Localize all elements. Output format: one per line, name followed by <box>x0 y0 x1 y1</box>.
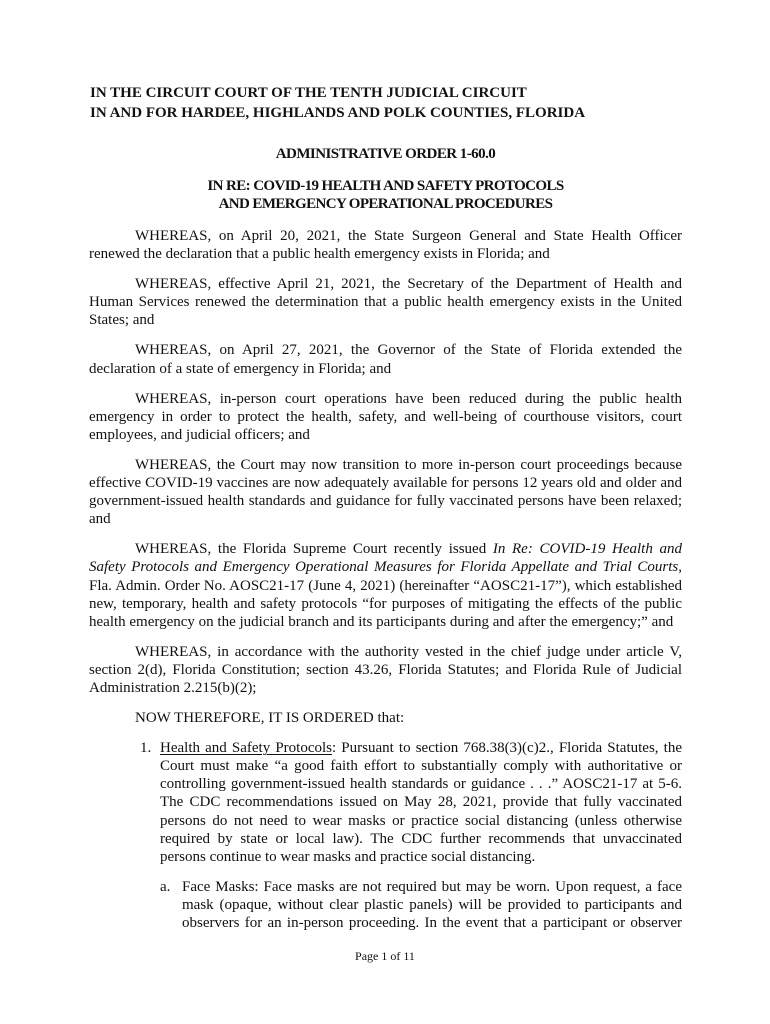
order-title-line: IN RE: COVID-19 HEALTH AND SAFETY PROTOCOLS <box>207 178 564 194</box>
ordering-clause: NOW THEREFORE, IT IS ORDERED that: <box>135 710 405 727</box>
whereas-clause: WHEREAS, on April 27, 2021, the Governor of the State of Florida extended the declaration of a state of emergency in Florida; and <box>89 342 682 377</box>
order-item-text: : Pursuant to section 768.38(3)(c)2., Florida Statutes, the Court must make “a good faith effort to substantially comply with authoritative or controlling government-issued health standards or guidance . . .” AOSC21-17 at 5-6. The CDC recommendations issued on May 28, 2021, provide that fully vaccinated persons do not need to wear masks or practice social distancing (unless otherwise required by state or local law). The CDC further recommends that unvaccinated persons continue to wear masks and practice social distancing. <box>160 740 682 865</box>
order-title <box>89 177 682 213</box>
order-item-number: 1. <box>140 740 152 757</box>
order-number: ADMINISTRATIVE ORDER 1-60.0 <box>275 146 496 162</box>
order-item <box>89 739 682 866</box>
order-subitem-text: Face Masks: Face masks are not required but may be worn. Upon request, a face mask (opaque, without clear plastic panels) will be provided to participants and observers for an in-person proceeding. In the event that a participant or observer <box>182 878 682 931</box>
case-citation-title: In Re: COVID-19 Health and Safety Protocols and Emergency Operational Measures for Florida Appellate and Trial Courts <box>89 541 682 576</box>
whereas-clause: WHEREAS, in accordance with the authority vested in the chief judge under article V, section 2(d), Florida Constitution; section 43.26, Florida Statutes; and Florida Rule of Judicial Administration 2.215(b)(2); <box>89 643 682 696</box>
whereas-clause: WHEREAS, in-person court operations have been reduced during the public health emergency in order to protect the health, safety, and well-being of courthouse visitors, court employees, and judicial officers; and <box>89 390 682 443</box>
court-caption-line: IN AND FOR HARDEE, HIGHLANDS AND POLK COUNTIES, FLORIDA <box>90 105 586 121</box>
whereas-clause: WHEREAS, the Court may now transition to more in-person court proceedings because effective COVID-19 vaccines are now adequately available for persons 12 years old and older and government-issued health standards and guidance for fully vaccinated persons have been relaxed; and <box>89 456 682 528</box>
whereas-clause <box>89 540 682 630</box>
page-number: Page 1 of 11 <box>355 949 415 963</box>
order-subitem-letter: a. <box>160 878 171 895</box>
whereas-clause-rest: , Fla. Admin. Order No. AOSC21-17 (June 4, 2021) (hereinafter “AOSC21-17”), which established new, temporary, health and safety protocols “for purposes of mitigating the effects of the public health emergency on the judicial branch and its participants during and after the emergency;” and <box>89 559 682 630</box>
order-subitem <box>89 878 682 932</box>
order-item-heading: Health and Safety Protocols <box>160 740 332 757</box>
court-caption-line: IN THE CIRCUIT COURT OF THE TENTH JUDICIAL CIRCUIT <box>90 85 527 101</box>
order-title-line: AND EMERGENCY OPERATIONAL PROCEDURES <box>218 196 553 212</box>
whereas-clause: WHEREAS, on April 20, 2021, the State Surgeon General and State Health Officer renewed the declaration that a public health emergency exists in Florida; and <box>89 228 682 263</box>
court-caption <box>90 83 585 123</box>
whereas-clause: WHEREAS, effective April 21, 2021, the Secretary of the Department of Health and Human Services renewed the determination that a public health emergency exists in the United States; and <box>89 276 682 329</box>
whereas-clause-lead: WHEREAS, the Florida Supreme Court recently issued <box>135 541 493 558</box>
order-body <box>89 227 682 932</box>
